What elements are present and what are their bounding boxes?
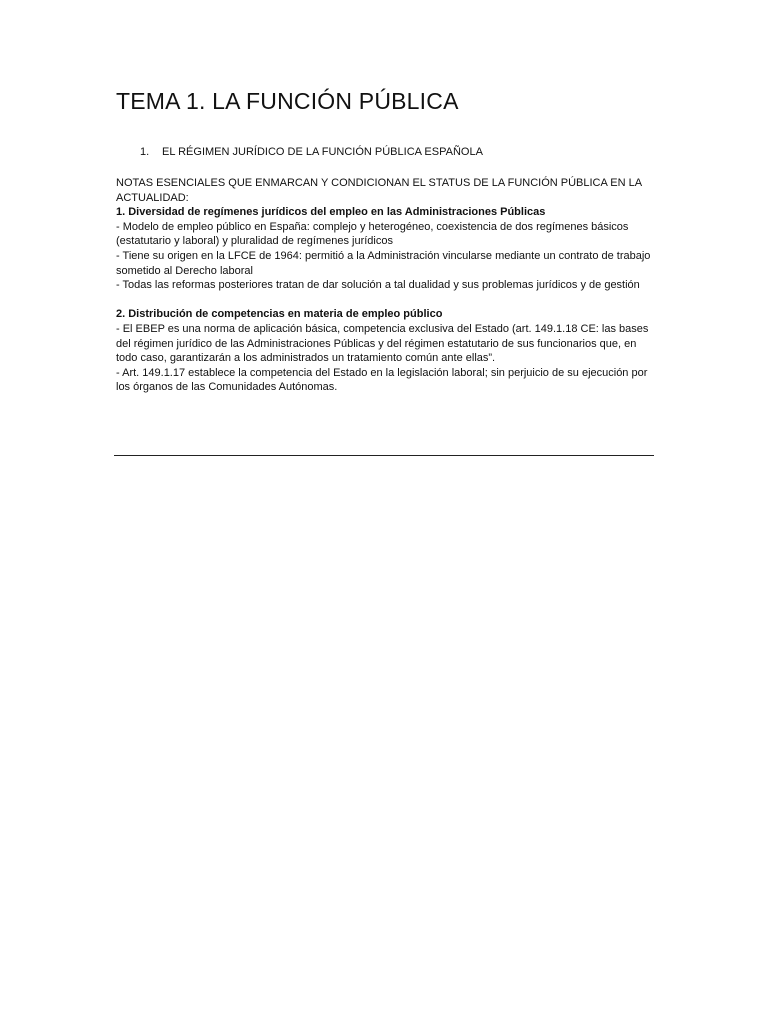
section-number: 1.	[140, 146, 150, 158]
point-1-bullet: - Todas las reformas posteriores tratan de dar solución a tal dualidad y sus problemas jurídicos y de gestión	[116, 279, 640, 292]
point-1-bullet: - Modelo de empleo público en España: complejo y heterogéneo, coexistencia de dos regímenes básicos (estatutario y laboral) y pluralidad de regímenes jurídicos	[116, 220, 629, 248]
point-2-heading: 2. Distribución de competencias en materia de empleo público	[116, 308, 443, 321]
section-heading	[140, 146, 483, 158]
point-2-bullet: - El EBEP es una norma de aplicación básica, competencia exclusiva del Estado (art. 149.1.18 CE: las bases del régimen jurídico de las Administraciones Públicas y del régimen estatutario de sus funcionarios que, en todo caso, garantizarán a los administrados un tratamiento común ante ellas”.	[116, 322, 649, 365]
point-1-bullet: - Tiene su origen en la LFCE de 1964: permitió a la Administración vincularse mediante un contrato de trabajo sometido al Derecho laboral	[116, 249, 651, 277]
horizontal-rule	[114, 455, 654, 456]
intro-paragraph: NOTAS ESENCIALES QUE ENMARCAN Y CONDICIONAN EL STATUS DE LA FUNCIÓN PÚBLICA EN LA ACTUALIDAD:	[116, 177, 642, 204]
document-title: TEMA 1. LA FUNCIÓN PÚBLICA	[116, 88, 459, 114]
paragraph-spacer	[116, 293, 656, 308]
point-1-heading: 1. Diversidad de regímenes jurídicos del empleo en las Administraciones Públicas	[116, 206, 546, 219]
point-2-bullet: - Art. 149.1.17 establece la competencia del Estado en la legislación laboral; sin perjuicio de su ejecución por los órganos de las Comunidades Autónomas.	[116, 366, 648, 394]
document-body	[116, 176, 656, 395]
section-heading-text: EL RÉGIMEN JURÍDICO DE LA FUNCIÓN PÚBLICA ESPAÑOLA	[162, 146, 483, 158]
